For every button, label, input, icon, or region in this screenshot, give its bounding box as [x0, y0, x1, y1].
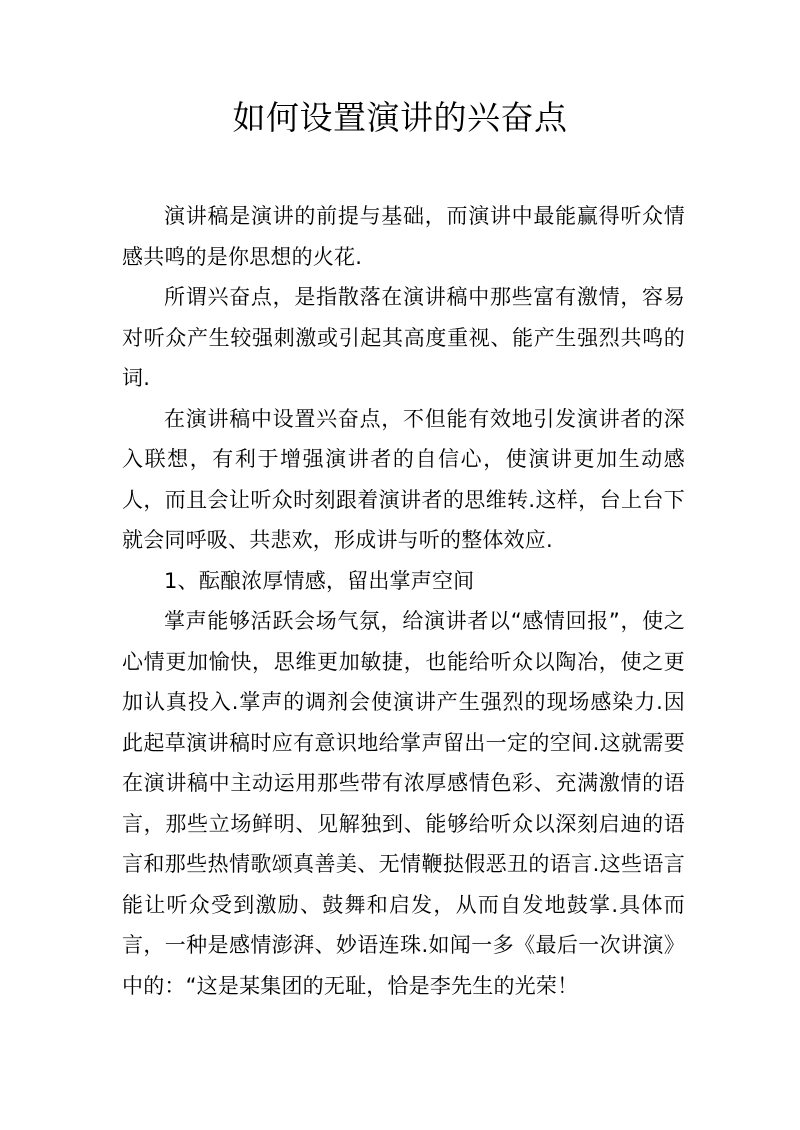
paragraph-applause: 掌声能够活跃会场气氛，给演讲者以“感情回报”，使之心情更加愉快，思维更加敏捷，也能给听众以陶冶，使之更加认真投入.掌声的调剂会使演讲产生强烈的现场感染力.因此起草演讲稿时应有意识地给掌声留出一定的空间.这就需要在演讲稿中主动运用那些带有浓厚感情色彩、充满激情的语言，那些立场鲜明、见解独到、能够给听众以深刻启迪的语言和那些热情歌颂真善美、无情鞭挞假恶丑的语言.这些语言能让听众受到激励、鼓舞和启发，从而自发地鼓掌.具体而言，一种是感情澎湃、妙语连珠.如闻一多《最后一次讲演》中的：“这是某集团的无耻，恰是李先生的光荣！ [122, 609, 685, 998]
paragraph-intro: 演讲稿是演讲的前提与基础，而演讲中最能赢得听众情感共鸣的是你思想的火花. [122, 204, 685, 269]
document-title: 如何设置演讲的兴奋点 [232, 98, 568, 137]
paragraph-definition: 所谓兴奋点，是指散落在演讲稿中那些富有激情，容易对听众产生较强刺激或引起其高度重视、能产生强烈共鸣的词. [122, 285, 685, 390]
document-body [122, 196, 685, 1006]
section-heading-1: 1、酝酿浓厚情感，留出掌声空间 [164, 568, 475, 593]
paragraph-benefits: 在演讲稿中设置兴奋点，不但能有效地引发演讲者的深入联想，有利于增强演讲者的自信心，使演讲更加生动感人，而且会让听众时刻跟着演讲者的思维转.这样，台上台下就会同呼吸、共悲欢，形成讲与听的整体效应. [122, 406, 685, 552]
